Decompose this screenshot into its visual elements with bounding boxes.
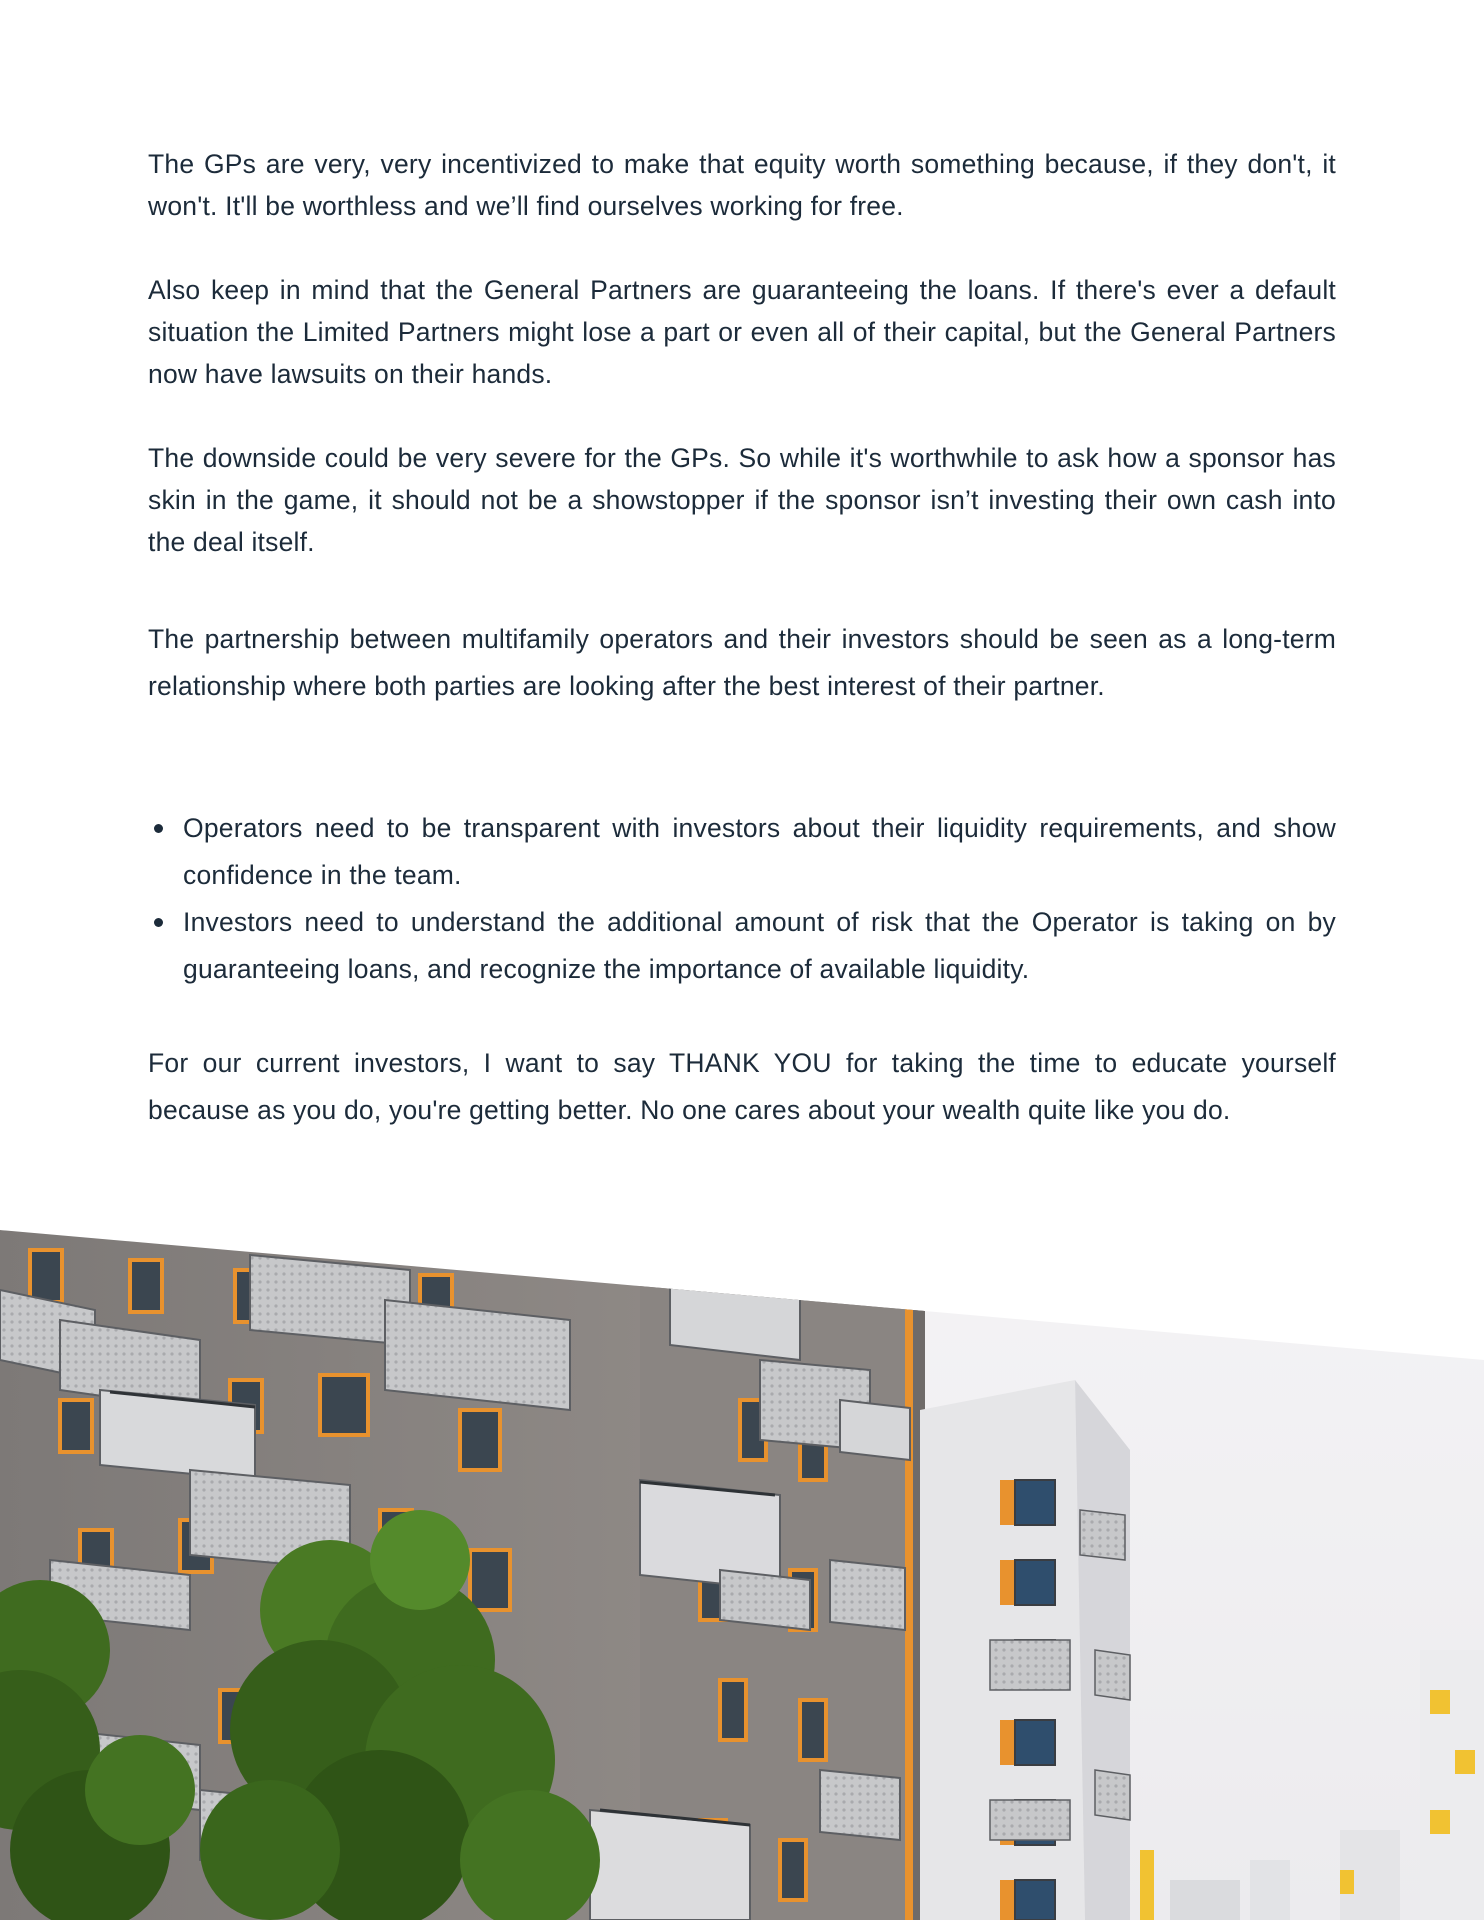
- list-item: [148, 899, 1336, 993]
- bullet-list: [148, 805, 1336, 993]
- bullet-icon: [154, 824, 163, 833]
- paragraph-thank-you: For our current investors, I want to say THANK YOU for taking the time to educate yourself because as you do, you're getting better. No one cares about your wealth quite like you do.: [148, 1048, 1336, 1125]
- paragraph-equity-incentive: The GPs are very, very incentivized to make that equity worth something because, if they don't, it won't. It'll be worthless and we’ll find ourselves working for free.: [148, 149, 1336, 221]
- list-item-text: Operators need to be transparent with investors about their liquidity requirements, and show confidence in the team.: [183, 813, 1336, 890]
- list-item: [148, 805, 1336, 899]
- bullet-icon: [154, 918, 163, 927]
- paragraph-partnership: The partnership between multifamily operators and their investors should be seen as a long-term relationship where both parties are looking after the best interest of their partner.: [148, 624, 1336, 701]
- paragraph-downside: The downside could be very severe for the GPs. So while it's worthwhile to ask how a sponsor has skin in the game, it should not be a showstopper if the sponsor isn’t investing their own cash into the deal itself.: [148, 443, 1336, 557]
- apartment-buildings-photo: [0, 1230, 1484, 1920]
- list-item-text: Investors need to understand the additional amount of risk that the Operator is taking on by guaranteeing loans, and recognize the importance of available liquidity.: [183, 907, 1336, 984]
- paragraph-loan-guarantee: Also keep in mind that the General Partners are guaranteeing the loans. If there's ever a default situation the Limited Partners might lose a part or even all of their capital, but the General Partners now have lawsuits on their hands.: [148, 275, 1336, 389]
